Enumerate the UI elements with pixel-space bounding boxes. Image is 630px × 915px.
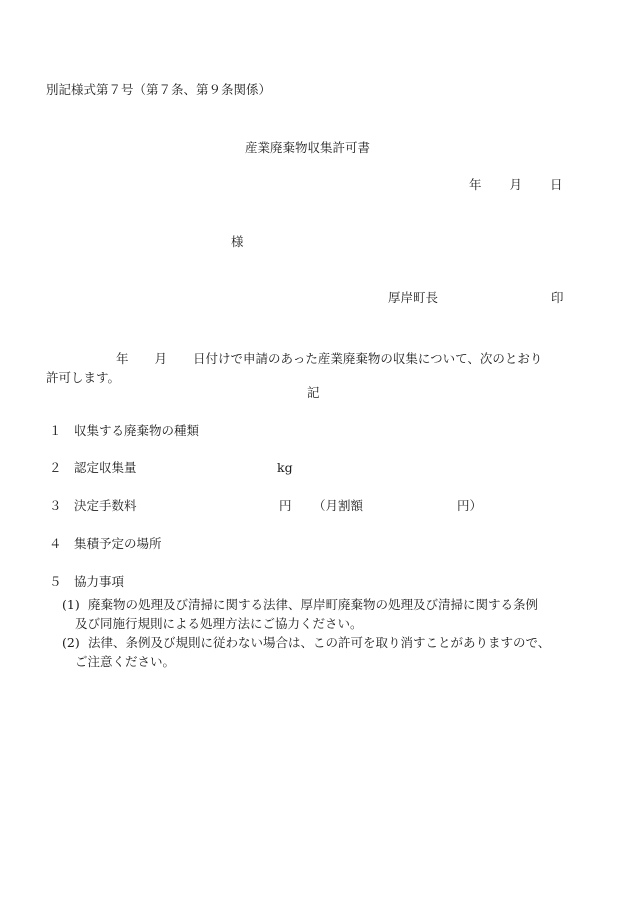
fee-unit: 円: [279, 498, 292, 513]
body-line-1: [46, 349, 586, 368]
item-number: ２: [49, 460, 62, 475]
monthly-fee-unit: 円）: [457, 498, 483, 513]
body-year-label: 年: [116, 351, 129, 366]
item-number: ４: [49, 536, 62, 551]
cooperation-item-label: (2): [62, 635, 80, 650]
monthly-fee-label: （月割額: [313, 498, 364, 513]
body-paragraph: [46, 349, 586, 387]
cooperation-item-label: (1): [62, 597, 80, 612]
body-line-2: 許可します。: [46, 370, 121, 385]
item-fee: 決定手数料: [74, 498, 137, 513]
body-line-1-text: 日付けで申請のあった産業廃棄物の収集について、次のとおり: [193, 351, 543, 366]
item-cooperation: 協力事項: [74, 574, 125, 589]
item-storage-location: 集積予定の場所: [74, 536, 162, 551]
cooperation-item-1-line-2: 及び同施行規則による処理方法にご協力ください。: [75, 616, 363, 631]
date-year-label: 年: [469, 177, 482, 192]
body-month-label: 月: [154, 351, 168, 366]
date-month-label: 月: [509, 177, 523, 192]
issue-date: [469, 179, 563, 192]
document-title: 産業廃棄物収集許可書: [245, 140, 371, 155]
cooperation-item-1: [62, 595, 592, 633]
item-collection-amount: 認定収集量: [74, 460, 137, 475]
cooperation-item-2-line-1: 法律、条例及び規則に従わない場合は、この許可を取り消すことがありますので、: [88, 635, 551, 650]
seal-mark: 印: [551, 290, 564, 305]
form-number: 別記様式第７号（第７条、第９条関係）: [46, 82, 272, 97]
cooperation-item-2-line-2: ご注意ください。: [75, 654, 176, 669]
item-waste-type: 収集する廃棄物の種類: [74, 423, 200, 438]
item-number: ３: [49, 498, 62, 513]
ki-heading: 記: [307, 385, 320, 400]
item-number: ５: [49, 574, 62, 589]
issuer-name: 厚岸町長: [388, 290, 439, 305]
cooperation-item-2: [62, 633, 592, 671]
item-number: １: [49, 423, 62, 438]
recipient-suffix: 様: [231, 234, 244, 249]
collection-amount-unit: kg: [277, 460, 293, 475]
date-day-label: 日: [550, 177, 563, 192]
cooperation-item-1-line-1: 廃棄物の処理及び清掃に関する法律、厚岸町廃棄物の処理及び清掃に関する条例: [88, 597, 539, 612]
